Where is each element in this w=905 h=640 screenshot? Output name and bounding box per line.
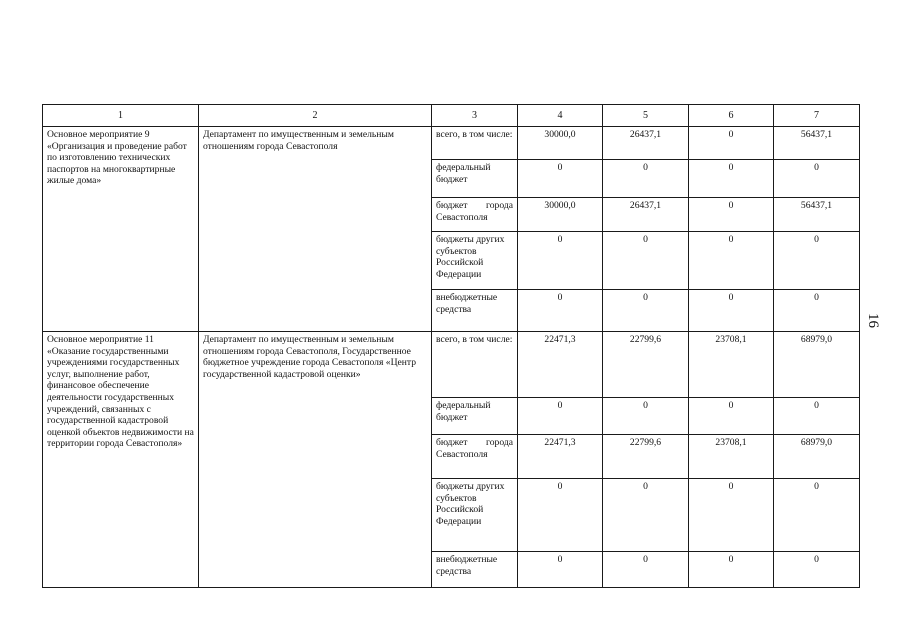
value-cell-6: 0 xyxy=(689,552,774,588)
value-cell-4: 30000,0 xyxy=(518,127,603,160)
value-cell-4: 22471,3 xyxy=(518,332,603,398)
value-cell-7: 68979,0 xyxy=(774,332,860,398)
value-cell-7: 56437,1 xyxy=(774,127,860,160)
value-cell-7: 0 xyxy=(774,232,860,290)
value-cell-4: 0 xyxy=(518,552,603,588)
source-cell: федеральный бюджет xyxy=(432,160,518,198)
value-cell-6: 0 xyxy=(689,160,774,198)
value-cell-6: 0 xyxy=(689,232,774,290)
value-cell-4: 0 xyxy=(518,160,603,198)
table-row xyxy=(43,127,860,160)
value-cell-4: 0 xyxy=(518,479,603,552)
funding-table xyxy=(42,104,860,588)
value-cell-6: 23708,1 xyxy=(689,435,774,479)
source-cell: бюджет города Севастополя xyxy=(432,435,518,479)
value-cell-5: 0 xyxy=(603,398,689,435)
value-cell-5: 0 xyxy=(603,290,689,332)
value-cell-7: 56437,1 xyxy=(774,198,860,232)
measure-9-executor: Департамент по имущественным и земельным отношениям города Севастополя xyxy=(199,127,432,332)
value-cell-5: 26437,1 xyxy=(603,198,689,232)
source-cell: всего, в том числе: xyxy=(432,332,518,398)
measure-9-name: Основное мероприятие 9 «Организация и проведение работ по изготовлению технических паспортов на многоквартирные жилые дома» xyxy=(43,127,199,332)
value-cell-7: 0 xyxy=(774,398,860,435)
value-cell-5: 0 xyxy=(603,552,689,588)
value-cell-5: 22799,6 xyxy=(603,332,689,398)
source-cell: бюджеты других субъектов Российской Федерации xyxy=(432,479,518,552)
measure-11-executor: Департамент по имущественным и земельным отношениям города Севастополя, Государственное бюджетное учреждение города Севастополя «Центр государственной кадастровой оценки» xyxy=(199,332,432,588)
header-cell-6: 6 xyxy=(689,105,774,127)
value-cell-6: 23708,1 xyxy=(689,332,774,398)
source-cell: внебюджетные средства xyxy=(432,290,518,332)
value-cell-6: 0 xyxy=(689,479,774,552)
value-cell-7: 0 xyxy=(774,552,860,588)
value-cell-6: 0 xyxy=(689,290,774,332)
header-cell-5: 5 xyxy=(603,105,689,127)
header-cell-1: 1 xyxy=(43,105,199,127)
page-number: 16 xyxy=(865,313,881,328)
value-cell-6: 0 xyxy=(689,127,774,160)
value-cell-5: 0 xyxy=(603,479,689,552)
value-cell-7: 0 xyxy=(774,290,860,332)
source-cell: федеральный бюджет xyxy=(432,398,518,435)
header-cell-3: 3 xyxy=(432,105,518,127)
header-cell-7: 7 xyxy=(774,105,860,127)
measure-11-name: Основное мероприятие 11 «Оказание государственными учреждениями государственных услуг, выполнение работ, финансовое обеспечение деятельности государственных учреждений, связанных с государственной кадастровой оценкой объектов недвижимости на территории города Севастополя» xyxy=(43,332,199,588)
source-cell: внебюджетные средства xyxy=(432,552,518,588)
header-cell-2: 2 xyxy=(199,105,432,127)
value-cell-5: 0 xyxy=(603,232,689,290)
value-cell-4: 22471,3 xyxy=(518,435,603,479)
value-cell-5: 26437,1 xyxy=(603,127,689,160)
header-row xyxy=(43,105,860,127)
value-cell-4: 0 xyxy=(518,232,603,290)
value-cell-5: 0 xyxy=(603,160,689,198)
value-cell-4: 30000,0 xyxy=(518,198,603,232)
value-cell-7: 0 xyxy=(774,479,860,552)
value-cell-5: 22799,6 xyxy=(603,435,689,479)
value-cell-4: 0 xyxy=(518,398,603,435)
source-cell: всего, в том числе: xyxy=(432,127,518,160)
table-row xyxy=(43,332,860,398)
source-cell: бюджет города Севастополя xyxy=(432,198,518,232)
header-cell-4: 4 xyxy=(518,105,603,127)
source-cell: бюджеты других субъектов Российской Федерации xyxy=(432,232,518,290)
value-cell-6: 0 xyxy=(689,398,774,435)
value-cell-7: 68979,0 xyxy=(774,435,860,479)
value-cell-4: 0 xyxy=(518,290,603,332)
value-cell-7: 0 xyxy=(774,160,860,198)
value-cell-6: 0 xyxy=(689,198,774,232)
